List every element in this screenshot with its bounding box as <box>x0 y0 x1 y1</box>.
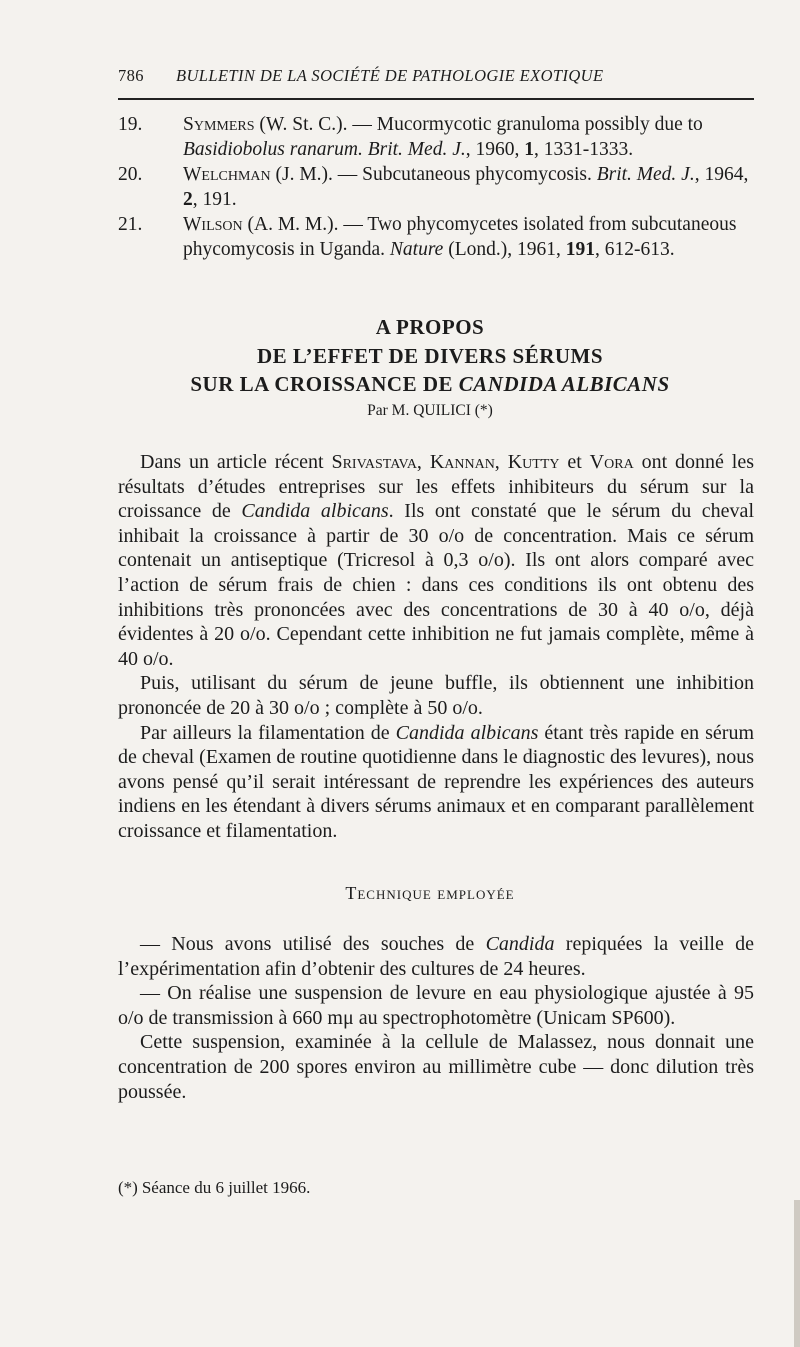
reference-item <box>118 212 758 262</box>
page-number: 786 <box>118 66 144 85</box>
text-run: étant très rapide en sérum de cheval (Examen de routine quotidienne dans le diagnostic des levures), nous avons pensé qu’il serait intéressant de reprendre les expériences des auteurs indiens en les étendant à divers sérums animaux et en comparant parallèlement croissance et filamentation. <box>118 721 755 842</box>
reference-author: Symmers <box>183 114 255 135</box>
reference-volume: 191 <box>565 239 595 260</box>
reference-volume: 1 <box>524 139 534 160</box>
article-body <box>118 450 754 844</box>
paragraph <box>118 721 754 844</box>
footnote <box>118 1178 754 1198</box>
title-line: A PROPOS <box>375 315 485 339</box>
reference-year: , 1964, <box>694 164 749 185</box>
reference-pages: , 612-613. <box>595 239 675 260</box>
title-text: SUR LA CROISSANCE DE <box>190 372 459 396</box>
text-run: repiquées la veille de l’expérimentation afin d’obtenir des cultures de 24 heures. <box>118 933 754 980</box>
reference-number: 20. <box>118 164 143 185</box>
reference-item <box>118 162 758 212</box>
species-name: Candida albicans <box>395 721 539 744</box>
reference-number: 21. <box>118 214 143 235</box>
footnote-mark: (*) <box>118 1178 138 1197</box>
reference-pages: , 191. <box>192 189 237 210</box>
text-run: — Nous avons utilisé des souches de <box>140 933 486 955</box>
reference-text: (A. M. M.). — Two phycomycetes isolated from subcutaneous phycomycosis in Uganda. <box>183 214 737 260</box>
reference-list <box>118 112 758 262</box>
technique-body <box>118 932 754 1104</box>
reference-author: Wilson <box>183 214 243 235</box>
reference-text: (J. M.). — Subcutaneous phycomycosis. <box>270 164 597 185</box>
paragraph: — On réalise une suspension de levure en eau physiologique ajustée à 95 o/o de transmission à 660 mμ au spectrophotomètre (Unicam SP600). <box>118 982 754 1029</box>
paragraph <box>118 450 754 671</box>
reference-number: 19. <box>118 114 143 135</box>
section-heading: Technique employée <box>345 883 515 903</box>
reference-journal: Nature <box>389 239 444 260</box>
paragraph: Puis, utilisant du sérum de jeune buffle, ils obtiennent une inhibition prononcée de 20 à 30 o/o ; complète à 50 o/o. <box>118 672 754 719</box>
species-name: Candida albicans <box>241 500 389 523</box>
paragraph <box>118 932 754 981</box>
reference-year: , 1960, <box>465 139 525 160</box>
text-run: . Ils ont constaté que le sérum du cheval inhibait la croissance à partir de 30 o/o de concentration. Mais ce sérum contenait un antiseptique (Tricresol à 0,3 o/o). Ils ont alors comparé avec l’action de sérum frais de chien : dans ces conditions ils ont obtenu des inhibitions très prononcées avec des concentrations de 30 à 40 o/o, déjà évidentes à 20 o/o. Cependant cette inhibition ne fut jamais complète, même à 40 o/o. <box>118 500 754 670</box>
author-byline: Par M. QUILICI (*) <box>367 402 493 419</box>
header-rule <box>118 98 754 100</box>
title-line <box>100 370 760 399</box>
text-run: Par ailleurs la filamentation de <box>140 721 396 744</box>
reference-year: (Lond.), 1961, <box>443 239 566 260</box>
paragraph: Cette suspension, examinée à la cellule de Malassez, nous donnait une concentration de 200 spores environ au millimètre cube — donc dilution très poussée. <box>118 1031 754 1103</box>
reference-journal: Brit. Med. J. <box>596 164 695 185</box>
footnote-text: Séance du 6 juillet 1966. <box>141 1178 311 1197</box>
cited-author: Vora <box>589 451 634 473</box>
journal-title: BULLETIN DE LA SOCIÉTÉ DE PATHOLOGIE EXOTIQUE <box>176 66 604 85</box>
title-species: CANDIDA ALBICANS <box>458 372 670 396</box>
text-run: ont donné les résultats d’études entreprises sur les effets inhibiteurs du sérum sur la croissance de <box>118 451 754 523</box>
cited-authors: Srivastava, Kannan, Kutty <box>331 451 560 473</box>
reference-author: Welchman <box>183 164 271 185</box>
reference-pages: , 1331-1333. <box>534 139 634 160</box>
species-name: Candida <box>485 933 555 955</box>
reference-journal: Basidiobolus ranarum. Brit. Med. J. <box>183 139 466 160</box>
reference-item <box>118 112 758 162</box>
reference-text: (W. St. C.). — Mucormycotic granuloma possibly due to <box>254 114 703 135</box>
title-line: DE L’EFFET DE DIVERS SÉRUMS <box>256 343 604 368</box>
article-title <box>100 313 760 399</box>
reference-volume: 2 <box>183 189 193 210</box>
page-edge-shadow <box>794 1200 800 1347</box>
text-run: Dans un article récent <box>140 451 332 473</box>
text-run: et <box>559 451 590 473</box>
